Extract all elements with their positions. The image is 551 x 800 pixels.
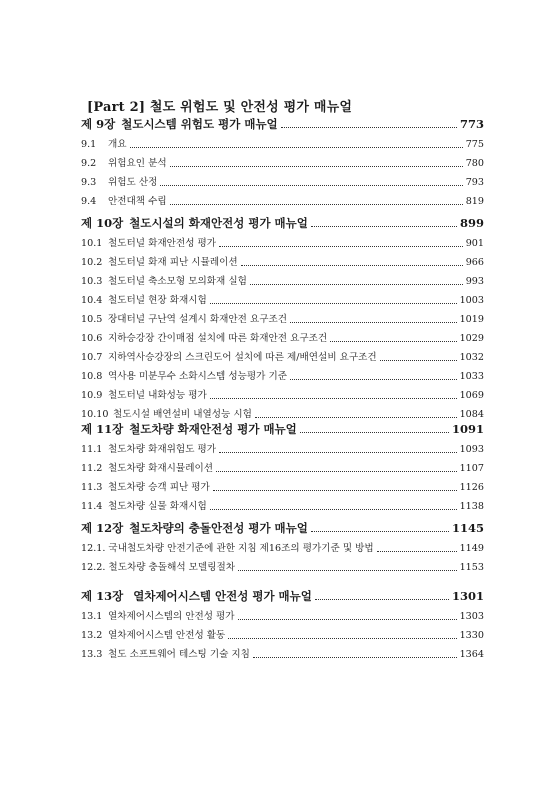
dot-leader xyxy=(377,551,457,552)
section-number: 10.3 xyxy=(81,276,103,287)
page-number: 901 xyxy=(465,238,484,249)
section-number: 11.2 xyxy=(81,463,103,474)
dot-leader xyxy=(241,265,463,266)
toc-entry[interactable] xyxy=(81,234,484,253)
section-number: 10.6 xyxy=(81,333,103,344)
dot-leader xyxy=(238,619,457,620)
toc-entry[interactable] xyxy=(81,367,484,386)
section-number: 11.3 xyxy=(81,482,103,493)
section-number: 12.2. xyxy=(81,562,106,573)
toc-entry[interactable] xyxy=(81,253,484,272)
toc-entry[interactable] xyxy=(81,173,484,192)
section-title: 철도차량 충돌해석 모델링절차 xyxy=(108,562,235,573)
section-number: 10.4 xyxy=(81,295,103,306)
dot-leader xyxy=(219,452,457,453)
toc-entry[interactable] xyxy=(81,310,484,329)
section-title: 국내철도차량 안전기준에 관한 지침 제16조의 평가기준 및 방법 xyxy=(108,543,374,554)
dot-leader xyxy=(238,570,457,571)
chapter-title: 철도시설의 화재안전성 평가 매뉴얼 xyxy=(129,216,308,230)
chapter-number: 제 12장 xyxy=(81,521,124,535)
section-title: 철도터널 축소모형 모의화재 실험 xyxy=(108,276,247,287)
page-number: 793 xyxy=(465,177,484,188)
section-title: 철도터널 화재안전성 평가 xyxy=(108,238,217,249)
dot-leader xyxy=(311,531,449,532)
toc-entry[interactable] xyxy=(81,135,484,154)
dot-leader xyxy=(300,432,449,433)
page-number: 899 xyxy=(459,216,484,230)
page-number: 773 xyxy=(459,117,484,131)
section-number: 11.1 xyxy=(81,444,103,455)
section-number: 12.1. xyxy=(81,543,106,554)
section-number: 13.1 xyxy=(81,611,103,622)
section-number: 10.8 xyxy=(81,371,103,382)
dot-leader xyxy=(213,490,457,491)
section-title: 철도차량 실물 화재시험 xyxy=(108,501,207,512)
page-number: 1145 xyxy=(451,521,484,535)
section-title: 지하역사승강장의 스크린도어 설치에 따른 제/배연설비 요구조건 xyxy=(108,352,377,363)
chapter-heading[interactable] xyxy=(81,585,484,607)
chapter-heading[interactable] xyxy=(81,113,484,135)
page-number: 1153 xyxy=(459,562,484,573)
section-title: 철도차량 화재위험도 평가 xyxy=(108,444,217,455)
section-number: 9.3 xyxy=(81,177,97,188)
page-number: 780 xyxy=(465,158,484,169)
part-title: [Part 2] 철도 위험도 및 안전성 평가 매뉴얼 xyxy=(87,100,353,115)
chapter-block-10 xyxy=(81,212,484,424)
dot-leader xyxy=(170,204,463,205)
section-title: 철도차량 화재시뮬레이션 xyxy=(108,463,213,474)
section-number: 10.2 xyxy=(81,257,103,268)
section-title: 철도 소프트웨어 테스팅 기술 지침 xyxy=(108,649,250,660)
section-number: 13.2 xyxy=(81,630,103,641)
chapter-heading[interactable] xyxy=(81,418,484,440)
toc-entry[interactable] xyxy=(81,291,484,310)
toc-entry[interactable] xyxy=(81,272,484,291)
toc-entry[interactable] xyxy=(81,154,484,173)
dot-leader xyxy=(228,638,456,639)
section-title: 철도터널 화재 피난 시뮬레이션 xyxy=(108,257,238,268)
page-number: 1126 xyxy=(459,482,484,493)
dot-leader xyxy=(219,246,463,247)
section-number: 13.3 xyxy=(81,649,103,660)
section-title: 위험요인 분석 xyxy=(108,158,167,169)
page-number: 1033 xyxy=(459,371,484,382)
toc-entry[interactable] xyxy=(81,607,484,626)
chapter-heading[interactable] xyxy=(81,517,484,539)
chapter-title: 철도차량의 충돌안전성 평가 매뉴얼 xyxy=(129,521,308,535)
dot-leader xyxy=(210,509,457,510)
page-number: 1019 xyxy=(459,314,484,325)
dot-leader xyxy=(311,226,457,227)
toc-entry[interactable] xyxy=(81,192,484,211)
dot-leader xyxy=(210,398,457,399)
dot-leader xyxy=(330,341,456,342)
section-number: 9.1 xyxy=(81,139,97,150)
section-number: 11.4 xyxy=(81,501,103,512)
dot-leader xyxy=(130,147,463,148)
dot-leader xyxy=(170,166,463,167)
toc-entry[interactable] xyxy=(81,329,484,348)
dot-leader xyxy=(250,284,463,285)
section-number: 10.10 xyxy=(81,409,109,420)
toc-entry[interactable] xyxy=(81,497,484,516)
section-number: 10.1 xyxy=(81,238,103,249)
page-number: 1149 xyxy=(459,543,484,554)
chapter-block-9 xyxy=(81,113,484,211)
toc-entry[interactable] xyxy=(81,459,484,478)
page-number: 1107 xyxy=(459,463,484,474)
toc-entry[interactable] xyxy=(81,539,484,558)
section-number: 9.2 xyxy=(81,158,97,169)
page-number: 1138 xyxy=(459,501,484,512)
page-number: 1003 xyxy=(459,295,484,306)
section-title: 역사용 미분무수 소화시스템 성능평가 기준 xyxy=(108,371,288,382)
dot-leader xyxy=(210,303,457,304)
page-number: 1303 xyxy=(459,611,484,622)
dot-leader xyxy=(380,360,457,361)
chapter-title: 철도차량 화재안전성 평가 매뉴얼 xyxy=(129,422,297,436)
section-title: 위험도 산정 xyxy=(108,177,158,188)
chapter-title: 열차제어시스템 안전성 평가 매뉴얼 xyxy=(133,589,312,603)
page-number: 1093 xyxy=(459,444,484,455)
dot-leader xyxy=(290,322,457,323)
toc-entry[interactable] xyxy=(81,645,484,664)
toc-entry[interactable] xyxy=(81,558,484,577)
toc-entry[interactable] xyxy=(81,348,484,367)
section-title: 철도터널 내화성능 평가 xyxy=(108,390,207,401)
section-title: 지하승강장 간이매점 설치에 따른 화재안전 요구조건 xyxy=(108,333,328,344)
toc-entry[interactable] xyxy=(81,386,484,405)
chapter-block-12 xyxy=(81,517,484,577)
dot-leader xyxy=(160,185,462,186)
page-number: 993 xyxy=(465,276,484,287)
toc-entry[interactable] xyxy=(81,478,484,497)
chapter-number: 제 10장 xyxy=(81,216,124,230)
dot-leader xyxy=(290,379,457,380)
section-number: 10.7 xyxy=(81,352,103,363)
page-number: 1069 xyxy=(459,390,484,401)
page-number: 966 xyxy=(465,257,484,268)
section-number: 10.5 xyxy=(81,314,103,325)
section-title: 개요 xyxy=(108,139,127,150)
section-number: 10.9 xyxy=(81,390,103,401)
section-title: 안전대책 수립 xyxy=(108,196,167,207)
section-title: 장대터널 구난역 설계시 화재안전 요구조건 xyxy=(108,314,288,325)
toc-entry[interactable] xyxy=(81,626,484,645)
page-number: 819 xyxy=(465,196,484,207)
dot-leader xyxy=(315,599,449,600)
chapter-number: 제 13장 xyxy=(81,589,124,603)
page-number: 1330 xyxy=(459,630,484,641)
page-number: 1091 xyxy=(451,422,484,436)
dot-leader xyxy=(216,471,457,472)
page-number: 1029 xyxy=(459,333,484,344)
section-title: 철도터널 현장 화재시험 xyxy=(108,295,207,306)
dot-leader xyxy=(281,127,457,128)
dot-leader xyxy=(253,657,457,658)
toc-entry[interactable] xyxy=(81,440,484,459)
section-title: 철도시설 배연설비 내열성능 시험 xyxy=(113,409,252,420)
section-title: 철도차량 승객 피난 평가 xyxy=(108,482,210,493)
section-number: 9.4 xyxy=(81,196,97,207)
chapter-block-13 xyxy=(81,585,484,664)
chapter-block-11 xyxy=(81,418,484,516)
page-number: 775 xyxy=(465,139,484,150)
section-title: 열차제어시스템 안전성 활동 xyxy=(108,630,226,641)
chapter-heading[interactable] xyxy=(81,212,484,234)
section-title: 열차제어시스템의 안전성 평가 xyxy=(108,611,235,622)
page-number: 1032 xyxy=(459,352,484,363)
page-number: 1364 xyxy=(459,649,484,660)
chapter-title: 철도시스템 위험도 평가 매뉴얼 xyxy=(121,117,278,131)
page-number: 1084 xyxy=(459,409,484,420)
page-number: 1301 xyxy=(451,589,484,603)
chapter-number: 제 9장 xyxy=(81,117,116,131)
chapter-number: 제 11장 xyxy=(81,422,124,436)
